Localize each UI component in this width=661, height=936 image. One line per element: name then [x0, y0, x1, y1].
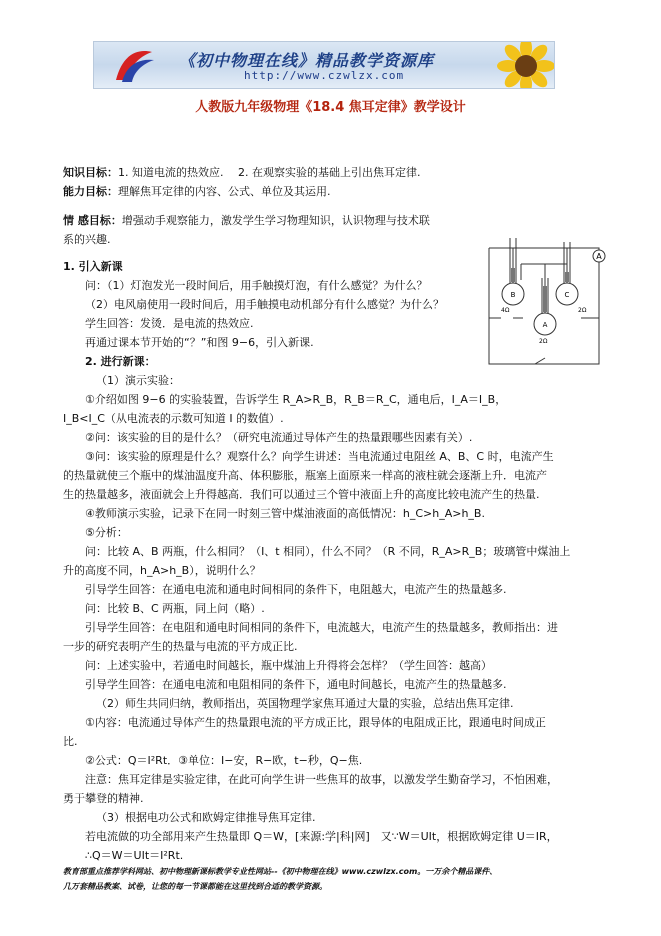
- body-line: 若电流做的功全部用来产生热量即 Q＝W，[来源:学|科|网] 又∵W＝UIt，根据欧姆定律 U＝IR，: [85, 830, 558, 843]
- logo-icon: [112, 46, 156, 84]
- knowledge-text: 1. 知道电流的热效应. 2. 在观察实验的基础上引出焦耳定律.: [118, 166, 421, 179]
- joule-experiment-diagram: [483, 228, 608, 373]
- page-footer: [63, 864, 603, 894]
- body-line: 一步的研究表明产生的热量与电流的平方成正比.: [63, 640, 298, 653]
- body-line: ①内容：电流通过导体产生的热量跟电流的平方成正比，跟导体的电阻成正比，跟通电时间成正: [85, 716, 546, 729]
- body-line: ②问：该实验的目的是什么？（研究电流通过导体产生的热量跟哪些因素有关）.: [85, 431, 473, 444]
- bottle-label: A: [542, 321, 548, 329]
- banner-url: http://www.czwlzx.com: [244, 69, 405, 82]
- body-line: I_B<I_C（从电流表的示数可知道 I 的数值）.: [63, 412, 284, 425]
- body-line: 的热量就使三个瓶中的煤油温度升高、体积膨胀，瓶塞上面原来一样高的液柱就会逐渐上升．电流产: [63, 469, 547, 482]
- body-line: 生的热量越多，液面就会上升得越高．我们可以通过三个管中液面上升的高度比较电流产生的热量.: [63, 488, 540, 501]
- banner-title: 《初中物理在线》精品教学资源库: [179, 51, 435, 70]
- footer-line-1: 教育部重点推荐学科网站、初中物理新课标教学专业性网站--《初中物理在线》www.czwlzx.com。一万余个精品课件、: [63, 867, 498, 876]
- ammeter-label: A: [596, 252, 602, 261]
- body-line: ④教师演示实验，记录下在同一时刻三管中煤油液面的高低情况：h_C>h_A>h_B.: [85, 507, 485, 520]
- resistance-label: 2Ω: [578, 307, 587, 314]
- body-line: 引导学生回答：在通电电流和通电时间相同的条件下，电阻越大，电流产生的热量越多.: [85, 583, 507, 596]
- ability-label: 能力目标：: [63, 185, 118, 198]
- body-line: 问：比较 B、C 两瓶，同上问（略）.: [85, 602, 265, 615]
- body-line: 引导学生回答：在通电电流和电阻相同的条件下，通电时间越长，电流产生的热量越多.: [85, 678, 507, 691]
- section-heading: 2. 进行新课：: [85, 355, 156, 368]
- ability-text: 理解焦耳定律的内容、公式、单位及其运用.: [118, 185, 331, 198]
- sunflower-icon: [490, 41, 555, 89]
- bottle-label: B: [510, 291, 516, 299]
- knowledge-label: 知识目标：: [63, 166, 118, 179]
- bottle-label: C: [564, 291, 570, 299]
- body-line: ③问：该实验的原理是什么？观察什么？向学生讲述：当电流通过电阻丝 A、B、C 时，电流产生: [85, 450, 554, 463]
- resistance-label: 2Ω: [539, 338, 548, 345]
- body-line: 问：（1）灯泡发光一段时间后，用手触摸灯泡，有什么感觉？为什么？: [85, 279, 428, 292]
- body-line: （1）演示实验：: [96, 374, 180, 387]
- body-line: （2）师生共同归纳，教师指出，英国物理学家焦耳通过大量的实验，总结出焦耳定律.: [96, 697, 514, 710]
- emotion-label: 情 感目标：: [63, 214, 122, 227]
- body-line: 比.: [63, 735, 78, 748]
- body-line: （3）根据电功公式和欧姆定律推导焦耳定律.: [96, 811, 316, 824]
- resistance-label: 4Ω: [501, 307, 510, 314]
- body-line: 问：比较 A、B 两瓶，什么相同？（I、t 相同），什么不同？（R 不同，R_A>R_B；玻璃管中煤油上: [85, 545, 571, 558]
- body-line: ⑤分析：: [85, 526, 128, 539]
- body-line: ①介绍如图 9−6 的实验装置，告诉学生 R_A>R_B，R_B＝R_C，通电后，I_A＝I_B，: [85, 393, 507, 406]
- body-line: 再通过课本节开始的“？”和图 9−6，引入新课.: [85, 336, 314, 349]
- body-line: 学生回答：发烫．是电流的热效应.: [85, 317, 254, 330]
- body-line: ②公式：Q＝I²Rt．③单位：I−安，R−欧，t−秒，Q−焦.: [85, 754, 363, 767]
- emotion-text-2: 系的兴趣.: [63, 233, 111, 246]
- body-line: （2）电风扇使用一段时间后，用手触摸电动机部分有什么感觉？为什么？: [85, 298, 444, 311]
- header-banner: [93, 41, 555, 89]
- body-line: 引导学生回答：在电阻和通电时间相同的条件下，电流越大，电流产生的热量越多，教师指出：进: [85, 621, 558, 634]
- body-line: 问：上述实验中，若通电时间越长，瓶中煤油上升得将会怎样？（学生回答：越高）: [85, 659, 492, 672]
- body-line: ∴Q＝W＝UIt＝I²Rt.: [85, 849, 184, 862]
- section-heading: 1. 引入新课: [63, 260, 123, 273]
- emotion-text-1: 增强动手观察能力，激发学生学习物理知识，认识物理与技术联: [121, 214, 430, 227]
- objectives-block: [63, 163, 593, 201]
- body-line: 升的高度不同，h_A>h_B），说明什么？: [63, 564, 261, 577]
- body-line: 注意：焦耳定律是实验定律，在此可向学生讲一些焦耳的故事，以激发学生勤奋学习，不怕困难，: [85, 773, 558, 786]
- body-line: 勇于攀登的精神.: [63, 792, 144, 805]
- footer-line-2: 几万套精品教案、试卷，让您的每一节课都能在这里找到合适的教学资源。: [63, 882, 327, 891]
- document-title: 人教版九年级物理《18.4 焦耳定律》教学设计: [195, 100, 466, 115]
